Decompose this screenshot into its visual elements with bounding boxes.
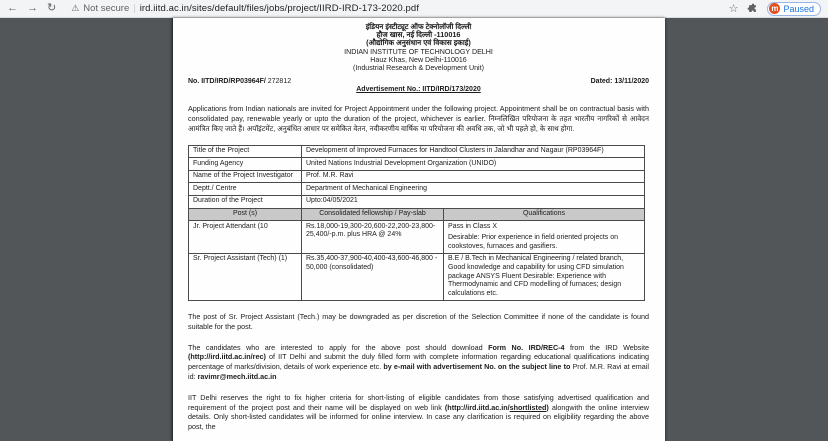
profile-sync-paused-button[interactable] (767, 2, 821, 16)
shortlisted-link[interactable]: shortlisted (509, 402, 547, 412)
row-value: Prof. M.R. Ravi (302, 170, 645, 183)
pdf-page (172, 18, 665, 441)
not-secure-label: Not secure (83, 3, 130, 14)
table-row (189, 158, 645, 171)
row-label: Title of the Project (189, 145, 302, 158)
ird-rec-link[interactable]: (http://ird.iitd.ac.in/rec) (188, 352, 266, 362)
extensions-puzzle-icon[interactable] (747, 3, 758, 14)
reference-line (188, 78, 649, 85)
email-address[interactable]: ravimr@mech.iitd.ac.in (197, 371, 277, 381)
pdf-viewer[interactable] (0, 18, 828, 441)
project-details-table (188, 145, 645, 301)
form-number: Form No. IRD/REC-4 (488, 342, 565, 352)
post-row-sr-project-assistant (189, 253, 645, 300)
intro-paragraph: Applications from Indian nationals are invited for Project Appointment under the following project. Appointment shall be on contractual basis with consolidated pay, renewable yearly or upto the duration of the project, whichever is earlier. निम्नलिखित परियोजना के तहत भारतीय नागरिकों से आवेदन आमंत्रित किए जाते हैं। अपॉइंटमेंट, अनुबंधित आधार पर समेकित वेतन, नवीकरणीय वार्षिक या परियोजना की अवधि तक, जो भी पहले हो, के साथ होगा. (188, 104, 649, 133)
downgrade-paragraph: The post of Sr. Project Assistant (Tech.) may be downgraded as per discretion of the Selection Committee if none of the candidate is found suitable for the post. (188, 311, 649, 331)
table-row (189, 183, 645, 196)
table-row (189, 170, 645, 183)
row-label: Duration of the Project (189, 195, 302, 208)
address-separator: | (133, 3, 136, 14)
url-text[interactable]: ird.iitd.ac.in/sites/default/files/jobs/project/IIRD-IRD-173-2020.pdf (139, 3, 420, 14)
post-qualifications: B.E / B.Tech in Mechanical Engineering / related branch, Good knowledge and capability for using CFD simulation package ANSYS Fluent Desirable: Experience with Thermodynamic and CFD modelling of furnaces; design calculations etc. (444, 253, 645, 300)
browser-toolbar (0, 0, 828, 18)
sync-paused-label: Paused (783, 3, 814, 14)
profile-avatar[interactable]: m (771, 3, 779, 13)
post-pay: Rs.35,400-37,900-40,400-43,600-46,800 - 50,000 (consolidated) (302, 253, 444, 300)
post-name: Jr. Project Attendant (10 (189, 221, 302, 254)
bookmark-star-icon[interactable]: ☆ (728, 3, 739, 15)
advertisement-number: Advertisement No.: IITD/IRD/173/2020 (356, 86, 481, 94)
ird-unit-hindi: (औद्योगिक अनुसंधान एवं विकास इकाई) (366, 38, 471, 48)
row-label: Deptt./ Centre (189, 183, 302, 196)
shortlist-paragraph: IIT Delhi reserves the right to fix higher criteria for short-listing of eligible candidates from those satisfying advertised qualification and requirement of the project post and their name will be displayed on web link (http://ird.iitd.ac.in/shortlisted) alongwith the online interview details. Only short-listed candidates will be informed for online interview. In case any clarification is required on eligibility regarding the above post, the (188, 392, 649, 432)
forward-icon[interactable]: → (27, 2, 38, 14)
ird-unit: (Industrial Research & Development Unit) (353, 64, 484, 73)
table-row (189, 145, 645, 158)
row-value: Development of Improved Furnaces for Handtool Clusters in Jalandhar and Nagaur (RP03964F) (302, 145, 645, 158)
reference-number: No. IITD/IRD/RP03964F/ 272812 (188, 78, 292, 86)
not-secure-warning-icon[interactable]: ⚠ (71, 3, 80, 13)
posts-header-pay: Consolidated fellowship / Pay-slab (302, 208, 444, 221)
row-value: United Nations Industrial Development Organization (UNIDO) (302, 158, 645, 171)
post-name: Sr. Project Assistant (Tech) (1) (189, 253, 302, 300)
row-value: Department of Mechanical Engineering (302, 183, 645, 196)
posts-header-row (189, 208, 645, 221)
post-qualifications: Pass in Class X Desirable: Prior experience in field oriented projects on cookstoves, furnaces and gasifiers. (444, 221, 645, 254)
posts-header-qualifications: Qualifications (444, 208, 645, 221)
reload-icon[interactable]: ↻ (47, 2, 57, 14)
table-row (189, 195, 645, 208)
posts-header-post: Post (s) (189, 208, 302, 221)
post-pay: Rs.18,000-19,300-20,600-22,200-23,800-25,400/-p.m. plus HRA @ 24% (302, 221, 444, 254)
row-value: Upto:04/05/2021 (302, 195, 645, 208)
post-row-jr-project-attendant (189, 221, 645, 254)
back-icon[interactable]: ← (7, 2, 18, 14)
row-label: Name of the Project Investigator (189, 170, 302, 183)
address-bar[interactable] (71, 3, 419, 14)
institute-address: Hauz Khas, New Delhi-110016 (370, 55, 467, 64)
apply-paragraph: The candidates who are interested to apply for the above post should download Form No. IRD/REC-4 from the IRD Website (http://ird.iitd.ac.in/rec) of IIT Delhi and submit the duly filled form with complete information regarding educational qualifications indicating percentage of marks/division, details of work experience etc. by e-mail with advertisement No. on the subject line to Prof. M.R. Ravi at email id: ravimr@mech.iitd.ac.in (188, 342, 649, 381)
institute-name-hindi: इंडियन इंस्टीट्यूट ऑफ टेक्नोलॉजी दिल्ली (365, 22, 472, 31)
dated: Dated: 13/11/2020 (590, 78, 649, 86)
institute-address-hindi: हौज खास, नई दिल्ली -110016 (376, 30, 461, 40)
row-label: Funding Agency (189, 158, 302, 171)
institute-name: INDIAN INSTITUTE OF TECHNOLOGY DELHI (344, 47, 493, 56)
